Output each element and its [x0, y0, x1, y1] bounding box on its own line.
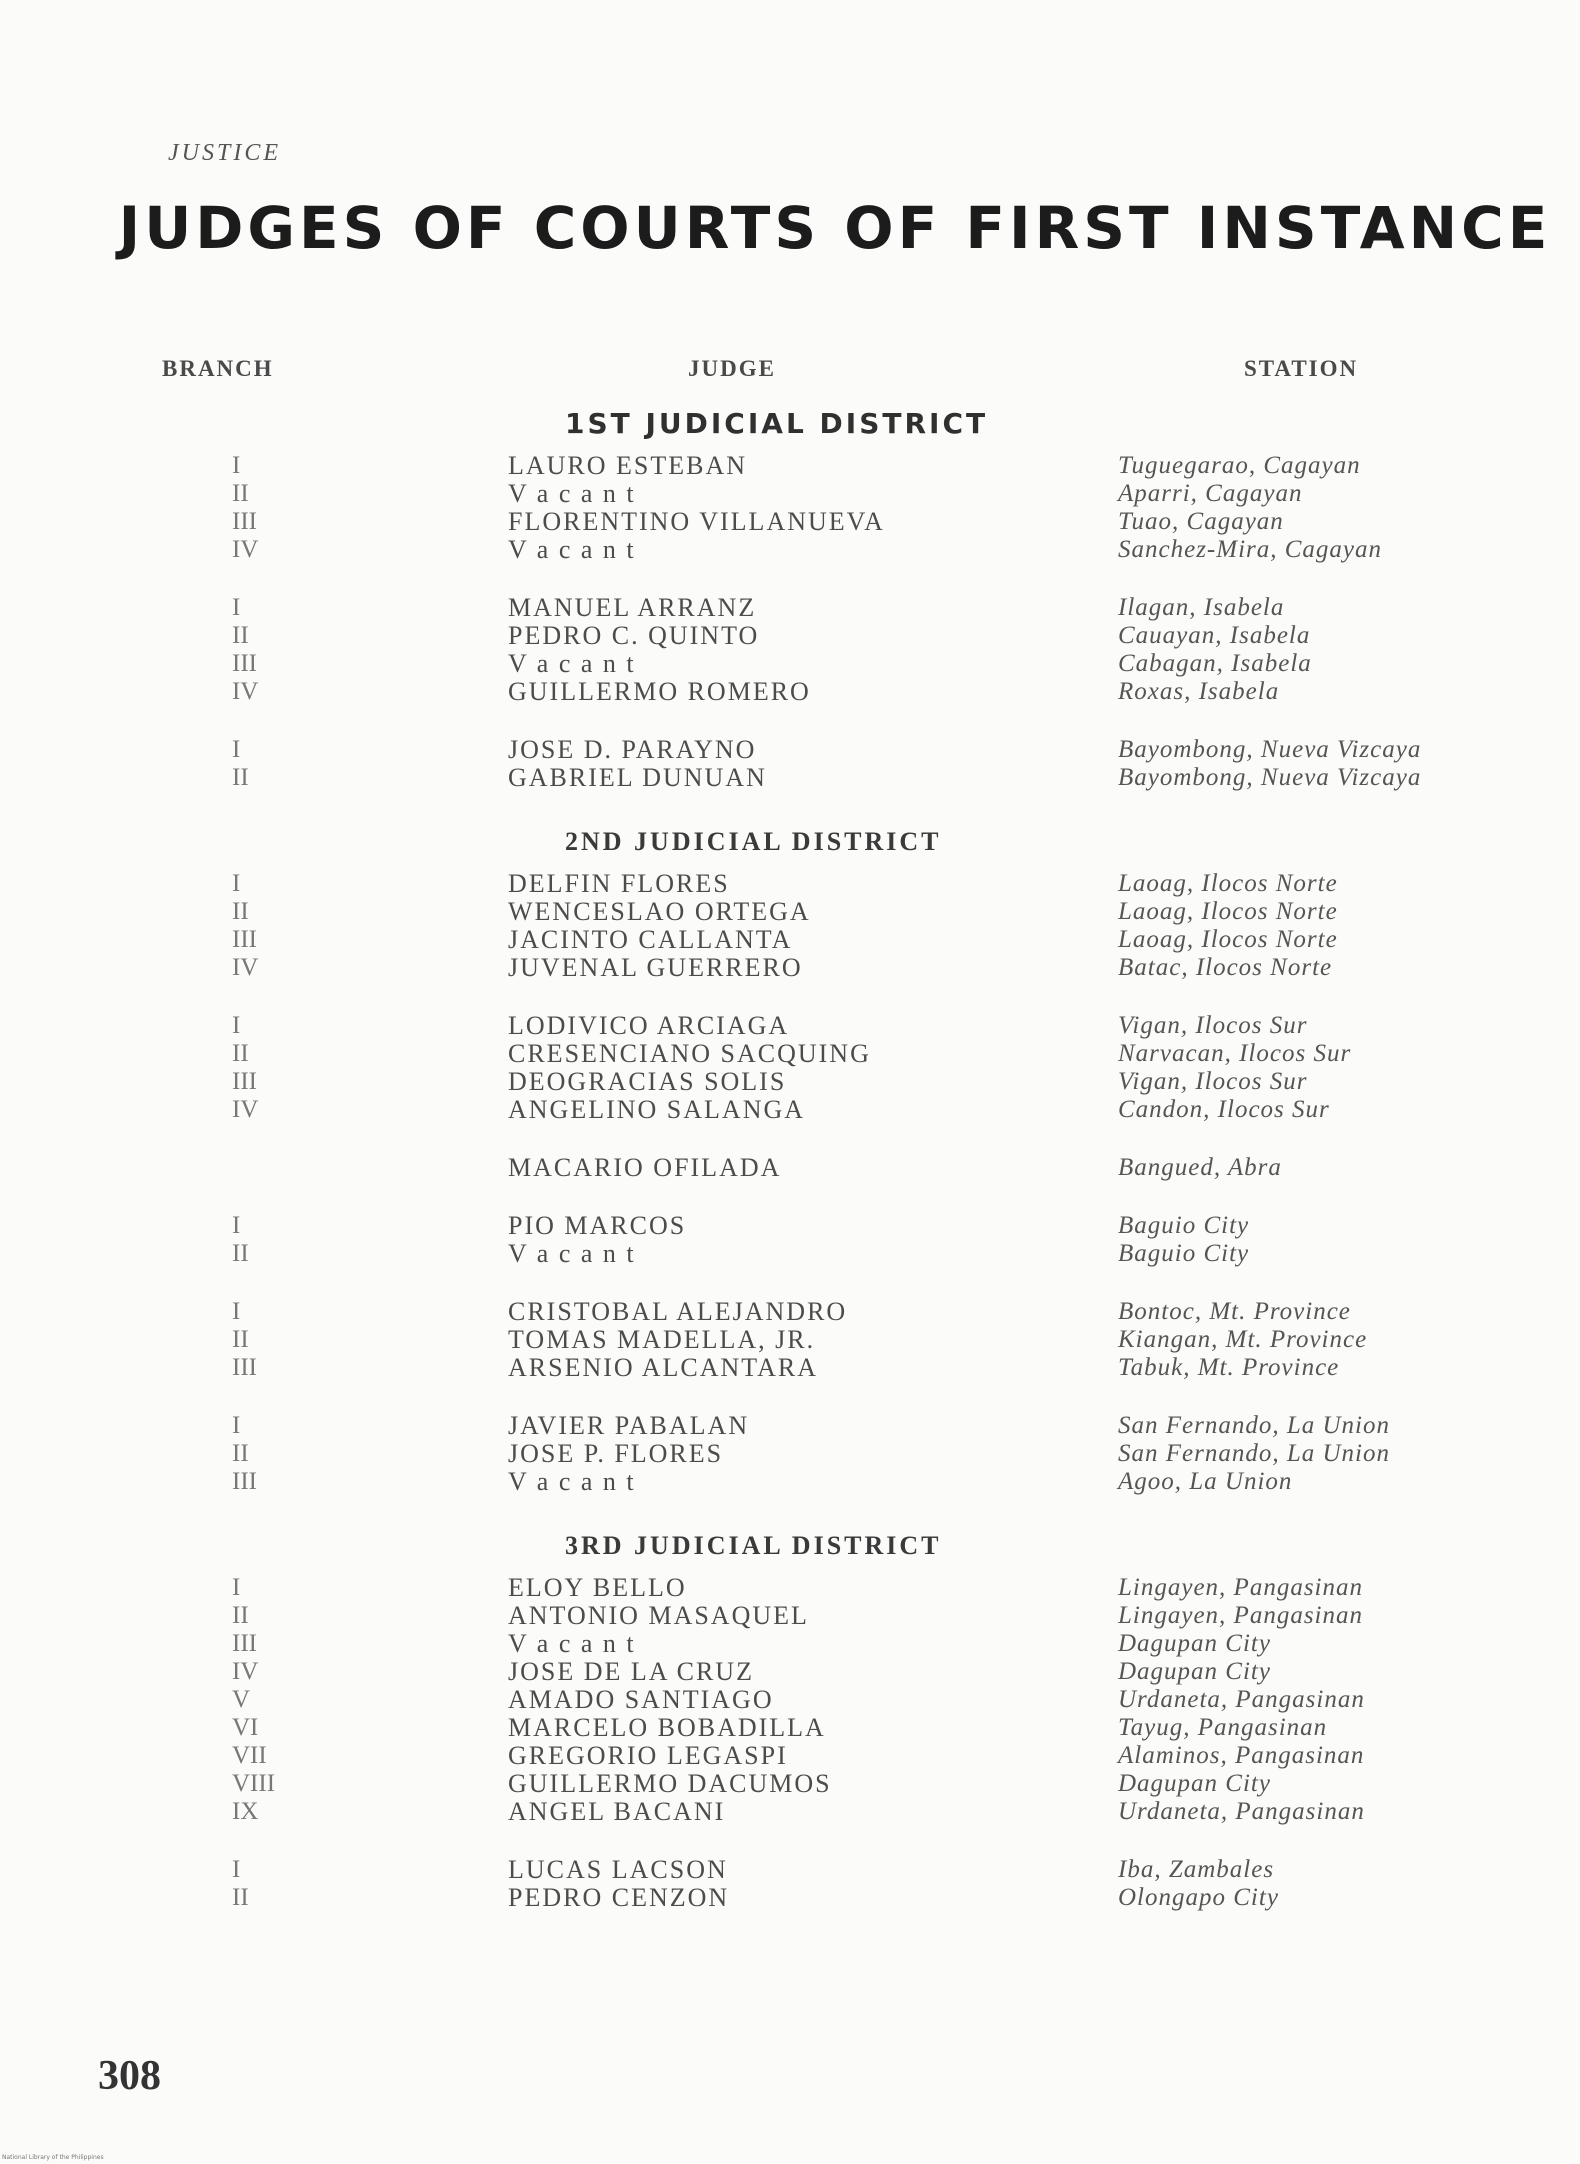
court-group: [0, 1412, 1580, 1496]
branch-cell: II: [232, 1240, 249, 1267]
court-row: [0, 1856, 1580, 1884]
judge-cell: LUCAS LACSON: [508, 1855, 728, 1884]
judge-cell: V a c a n t: [508, 535, 636, 564]
court-row: [0, 1212, 1580, 1240]
judge-cell: DELFIN FLORES: [508, 869, 730, 898]
court-group: [0, 1212, 1580, 1268]
branch-cell: VII: [232, 1742, 267, 1769]
judge-cell: MARCELO BOBADILLA: [508, 1713, 826, 1742]
court-group: [0, 1154, 1580, 1182]
branch-cell: I: [232, 594, 241, 621]
judge-cell: GUILLERMO DACUMOS: [508, 1769, 832, 1798]
branch-cell: II: [232, 1326, 249, 1353]
court-row: [0, 870, 1580, 898]
court-row: [0, 1770, 1580, 1798]
station-cell: Sanchez-Mira, Cagayan: [1118, 536, 1383, 563]
station-cell: Ilagan, Isabela: [1118, 594, 1285, 621]
court-row: [0, 622, 1580, 650]
judge-cell: ANGEL BACANI: [508, 1797, 726, 1826]
branch-cell: I: [232, 1574, 241, 1601]
section-label: JUSTICE: [168, 140, 281, 166]
column-header-station: STATION: [1244, 356, 1359, 381]
judge-cell: GUILLERMO ROMERO: [508, 677, 811, 706]
court-row: [0, 1630, 1580, 1658]
branch-cell: I: [232, 1298, 241, 1325]
station-cell: Alaminos, Pangasinan: [1118, 1742, 1365, 1769]
court-row: [0, 1298, 1580, 1326]
branch-cell: V: [232, 1686, 251, 1713]
branch-cell: II: [232, 898, 249, 925]
branch-cell: II: [232, 480, 249, 507]
station-cell: Dagupan City: [1118, 1630, 1271, 1657]
judicial-district: [0, 822, 1580, 1496]
station-cell: Aparri, Cagayan: [1118, 480, 1303, 507]
court-row: [0, 452, 1580, 480]
judge-cell: V a c a n t: [508, 1629, 636, 1658]
court-row: [0, 1468, 1580, 1496]
judge-cell: JACINTO CALLANTA: [508, 925, 793, 954]
judge-cell: AMADO SANTIAGO: [508, 1685, 774, 1714]
branch-cell: [0, 1154, 508, 1182]
court-row: [0, 954, 1580, 982]
station-cell: Tayug, Pangasinan: [1118, 1714, 1328, 1741]
court-row: [0, 594, 1580, 622]
branch-cell: III: [232, 1068, 257, 1095]
court-row: [0, 1884, 1580, 1912]
judge-cell: GABRIEL DUNUAN: [508, 763, 767, 792]
station-cell: Dagupan City: [1118, 1770, 1271, 1797]
station-cell: Urdaneta, Pangasinan: [1118, 1798, 1365, 1825]
court-row: [0, 650, 1580, 678]
judge-cell: LAURO ESTEBAN: [508, 451, 748, 480]
court-row: [0, 1154, 1580, 1182]
station-cell: Cabagan, Isabela: [1118, 650, 1312, 677]
branch-cell: I: [232, 452, 241, 479]
station-cell: Vigan, Ilocos Sur: [1118, 1068, 1308, 1095]
station-cell: San Fernando, La Union: [1118, 1412, 1390, 1439]
judge-cell: CRISTOBAL ALEJANDRO: [508, 1297, 848, 1326]
station-cell: Roxas, Isabela: [1118, 678, 1280, 705]
station-cell: Laoag, Ilocos Norte: [1118, 926, 1338, 953]
court-row: [0, 926, 1580, 954]
judge-cell: ARSENIO ALCANTARA: [508, 1353, 818, 1382]
judge-cell: PEDRO CENZON: [508, 1883, 730, 1912]
branch-cell: IV: [232, 1096, 259, 1123]
branch-cell: III: [232, 1354, 257, 1381]
branch-cell: III: [232, 926, 257, 953]
station-cell: Bayombong, Nueva Vizcaya: [1118, 764, 1422, 791]
judge-cell: ANGELINO SALANGA: [508, 1095, 806, 1124]
court-group: [0, 452, 1580, 564]
station-cell: Bangued, Abra: [1118, 1154, 1282, 1181]
judge-cell: JOSE P. FLORES: [508, 1439, 724, 1468]
branch-cell: I: [232, 1856, 241, 1883]
branch-cell: II: [232, 764, 249, 791]
judge-cell: LODIVICO ARCIAGA: [508, 1011, 790, 1040]
station-cell: Iba, Zambales: [1118, 1856, 1275, 1883]
court-row: [0, 1714, 1580, 1742]
judge-cell: V a c a n t: [508, 1467, 636, 1496]
judge-cell: MACARIO OFILADA: [508, 1153, 782, 1182]
court-row: [0, 736, 1580, 764]
court-row: [0, 1742, 1580, 1770]
station-cell: Tabuk, Mt. Province: [1118, 1354, 1340, 1381]
branch-cell: III: [232, 508, 257, 535]
branch-cell: II: [232, 1040, 249, 1067]
station-cell: Dagupan City: [1118, 1658, 1271, 1685]
judge-cell: V a c a n t: [508, 649, 636, 678]
judge-cell: GREGORIO LEGASPI: [508, 1741, 788, 1770]
court-row: [0, 536, 1580, 564]
station-cell: Laoag, Ilocos Norte: [1118, 898, 1338, 925]
judge-cell: ANTONIO MASAQUEL: [508, 1601, 809, 1630]
branch-cell: IX: [232, 1798, 259, 1825]
court-row: [0, 1602, 1580, 1630]
station-cell: Batac, Ilocos Norte: [1118, 954, 1333, 981]
court-row: [0, 1574, 1580, 1602]
court-row: [0, 1658, 1580, 1686]
court-group: [0, 1012, 1580, 1124]
footer-credit: National Library of the Philippines: [2, 2154, 104, 2161]
station-cell: Vigan, Ilocos Sur: [1118, 1012, 1308, 1039]
station-cell: Bayombong, Nueva Vizcaya: [1118, 736, 1422, 763]
branch-cell: III: [232, 1468, 257, 1495]
branch-cell: IV: [232, 536, 259, 563]
judge-cell: DEOGRACIAS SOLIS: [508, 1067, 787, 1096]
judge-cell: JOSE DE LA CRUZ: [508, 1657, 754, 1686]
court-row: [0, 1354, 1580, 1382]
branch-cell: III: [232, 650, 257, 677]
station-cell: Candon, Ilocos Sur: [1118, 1096, 1330, 1123]
judge-cell: V a c a n t: [508, 479, 636, 508]
court-group: [0, 1574, 1580, 1826]
station-cell: Baguio City: [1118, 1212, 1250, 1239]
branch-cell: VIII: [232, 1770, 276, 1797]
station-cell: Agoo, La Union: [1118, 1468, 1293, 1495]
court-group: [0, 736, 1580, 792]
judges-listing: [0, 404, 1580, 1942]
court-row: [0, 898, 1580, 926]
court-row: [0, 1326, 1580, 1354]
page-title: JUDGES OF COURTS OF FIRST INSTANCE: [118, 194, 1552, 262]
station-cell: Lingayen, Pangasinan: [1118, 1574, 1363, 1601]
branch-cell: II: [232, 1884, 249, 1911]
branch-cell: II: [232, 1440, 249, 1467]
station-cell: Cauayan, Isabela: [1118, 622, 1311, 649]
station-cell: Narvacan, Ilocos Sur: [1118, 1040, 1352, 1067]
judicial-district: [0, 404, 1580, 792]
branch-cell: I: [232, 1412, 241, 1439]
judge-cell: V a c a n t: [508, 1239, 636, 1268]
judge-cell: PIO MARCOS: [508, 1211, 687, 1240]
district-title: 2ND JUDICIAL DISTRICT: [565, 827, 942, 856]
branch-cell: IV: [232, 954, 259, 981]
district-title: 3RD JUDICIAL DISTRICT: [565, 1531, 942, 1560]
station-cell: Olongapo City: [1118, 1884, 1279, 1911]
court-row: [0, 1412, 1580, 1440]
judge-cell: TOMAS MADELLA, JR.: [508, 1325, 816, 1354]
court-row: [0, 1096, 1580, 1124]
court-row: [0, 1040, 1580, 1068]
page-number: 308: [98, 2053, 161, 2099]
judge-cell: FLORENTINO VILLANUEVA: [508, 507, 885, 536]
station-cell: Baguio City: [1118, 1240, 1250, 1267]
branch-cell: I: [232, 1212, 241, 1239]
judge-cell: JOSE D. PARAYNO: [508, 735, 757, 764]
court-row: [0, 678, 1580, 706]
branch-cell: I: [232, 1012, 241, 1039]
station-cell: San Fernando, La Union: [1118, 1440, 1390, 1467]
court-group: [0, 1856, 1580, 1912]
court-group: [0, 870, 1580, 982]
station-cell: Kiangan, Mt. Province: [1118, 1326, 1368, 1353]
branch-cell: VI: [232, 1714, 259, 1741]
court-row: [0, 1440, 1580, 1468]
branch-cell: IV: [232, 1658, 259, 1685]
court-row: [0, 1068, 1580, 1096]
judge-cell: PEDRO C. QUINTO: [508, 621, 760, 650]
court-group: [0, 594, 1580, 706]
court-row: [0, 1686, 1580, 1714]
judge-cell: ELOY BELLO: [508, 1573, 687, 1602]
station-cell: Laoag, Ilocos Norte: [1118, 870, 1338, 897]
court-row: [0, 508, 1580, 536]
station-cell: Lingayen, Pangasinan: [1118, 1602, 1363, 1629]
court-group: [0, 1298, 1580, 1382]
branch-cell: IV: [232, 678, 259, 705]
branch-cell: I: [232, 736, 241, 763]
station-cell: Tuao, Cagayan: [1118, 508, 1284, 535]
branch-cell: II: [232, 622, 249, 649]
branch-cell: II: [232, 1602, 249, 1629]
court-row: [0, 1798, 1580, 1826]
branch-cell: III: [232, 1630, 257, 1657]
judge-cell: MANUEL ARRANZ: [508, 593, 757, 622]
station-cell: Tuguegarao, Cagayan: [1118, 452, 1361, 479]
judge-cell: CRESENCIANO SACQUING: [508, 1039, 871, 1068]
branch-cell: I: [232, 870, 241, 897]
judicial-district: [0, 1526, 1580, 1912]
court-row: [0, 1240, 1580, 1268]
column-header-branch: BRANCH: [162, 356, 274, 381]
district-title: 1ST JUDICIAL DISTRICT: [565, 407, 989, 440]
station-cell: Urdaneta, Pangasinan: [1118, 1686, 1365, 1713]
court-row: [0, 480, 1580, 508]
court-row: [0, 764, 1580, 792]
judge-cell: WENCESLAO ORTEGA: [508, 897, 811, 926]
column-header-judge: JUDGE: [688, 356, 776, 381]
judge-cell: JAVIER PABALAN: [508, 1411, 750, 1440]
station-cell: Bontoc, Mt. Province: [1118, 1298, 1351, 1325]
judge-cell: JUVENAL GUERRERO: [508, 953, 803, 982]
court-row: [0, 1012, 1580, 1040]
